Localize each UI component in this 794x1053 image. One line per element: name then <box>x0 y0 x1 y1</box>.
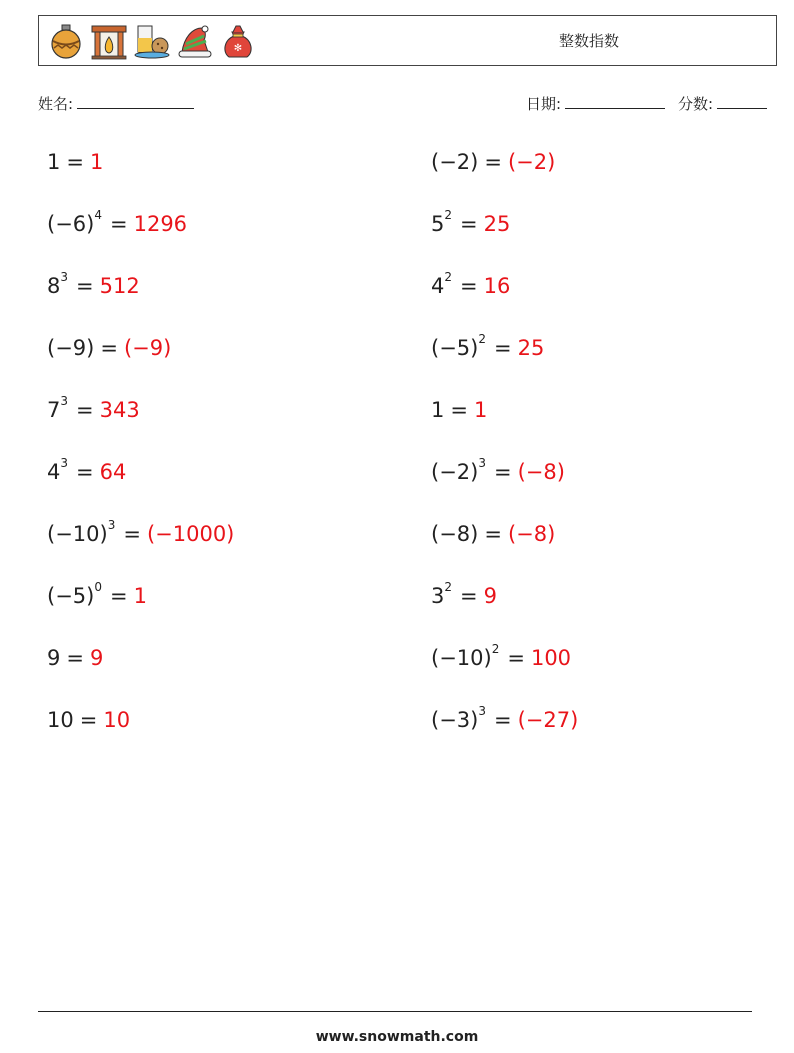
problem-answer: 1 <box>133 584 147 608</box>
problem-item <box>431 580 497 609</box>
problem-base: 1 <box>47 150 61 174</box>
problem-exponent: 4 <box>94 208 102 222</box>
problem-answer: 343 <box>99 398 140 422</box>
name-blank[interactable] <box>77 94 194 109</box>
problem-item <box>47 518 235 547</box>
problem-answer: 25 <box>517 336 545 360</box>
problem-item <box>431 332 545 361</box>
name-label: 姓名: <box>38 95 74 113</box>
problem-base: (−10) <box>431 646 492 670</box>
problem-base: (−2) <box>431 460 479 484</box>
problem-exponent: 3 <box>60 394 69 408</box>
problem-answer: 9 <box>483 584 497 608</box>
problem-base: (−3) <box>431 708 479 732</box>
problem-base: (−2) <box>431 150 479 174</box>
problem-base: 4 <box>47 460 61 484</box>
problem-answer: (−8) <box>507 522 556 546</box>
problem-item <box>431 704 579 733</box>
problem-item <box>431 456 565 485</box>
footer-divider <box>38 1011 752 1012</box>
problem-item <box>47 580 147 609</box>
problem-item <box>47 456 127 485</box>
equals-sign: = <box>460 584 478 608</box>
equals-sign: = <box>100 336 118 360</box>
problem-exponent: 2 <box>444 580 453 594</box>
problem-base: 1 <box>431 398 445 422</box>
problem-item <box>431 642 572 671</box>
problem-answer: 25 <box>483 212 511 236</box>
equals-sign: = <box>450 398 468 422</box>
problem-answer: 1 <box>473 398 488 422</box>
equals-sign: = <box>76 460 94 484</box>
ornament-ball-icon <box>47 22 85 60</box>
equals-sign: = <box>76 274 94 298</box>
problem-answer: 512 <box>99 274 140 298</box>
problem-exponent: 0 <box>94 580 102 594</box>
equals-sign: = <box>66 150 84 174</box>
problem-item <box>47 645 103 671</box>
problem-base: 8 <box>47 274 61 298</box>
problem-answer: 1296 <box>133 212 188 236</box>
problem-base: 9 <box>47 646 61 670</box>
problem-item <box>47 335 171 361</box>
problem-base: 7 <box>47 398 61 422</box>
problem-answer: (−27) <box>517 708 579 732</box>
problem-exponent: 3 <box>60 456 69 470</box>
equals-sign: = <box>123 522 141 546</box>
score-field <box>678 93 767 114</box>
problem-item <box>47 394 140 423</box>
problem-answer: 100 <box>530 646 572 670</box>
score-label: 分数: <box>678 95 714 113</box>
problem-item <box>47 270 140 299</box>
problem-answer: 64 <box>99 460 127 484</box>
problem-base: (−10) <box>47 522 108 546</box>
equals-sign: = <box>493 336 512 360</box>
problem-item <box>431 208 511 237</box>
problem-base: (−9) <box>47 336 95 360</box>
name-field <box>38 93 194 114</box>
problem-base: (−8) <box>431 522 479 546</box>
equals-sign: = <box>460 212 478 236</box>
equals-sign: = <box>109 584 128 608</box>
worksheet-header <box>38 15 777 66</box>
problem-answer: (−8) <box>517 460 565 484</box>
problem-exponent: 2 <box>478 332 486 346</box>
worksheet-title: 整数指数 <box>558 32 619 50</box>
problem-item <box>431 270 511 299</box>
problem-item <box>431 397 487 423</box>
problem-item <box>47 707 130 733</box>
fireplace-icon <box>90 22 128 60</box>
problem-item <box>431 521 555 547</box>
equals-sign: = <box>460 274 478 298</box>
svg-text:✻: ✻ <box>233 43 243 54</box>
date-label: 日期: <box>526 95 562 113</box>
equals-sign: = <box>484 522 502 546</box>
problem-answer: 1 <box>89 150 104 174</box>
problem-base: 5 <box>431 212 445 236</box>
problem-item <box>47 208 188 237</box>
problem-answer: 10 <box>103 708 131 732</box>
problem-answer: 9 <box>89 646 104 670</box>
problem-exponent: 2 <box>444 270 453 284</box>
problem-base: (−5) <box>431 336 479 360</box>
problem-answer: 16 <box>483 274 511 298</box>
problem-item <box>431 149 555 175</box>
problem-base: 4 <box>431 274 445 298</box>
problem-item <box>47 149 103 175</box>
problem-exponent: 3 <box>107 518 116 532</box>
problem-exponent: 3 <box>60 270 69 284</box>
header-icons <box>47 22 257 60</box>
date-blank[interactable] <box>565 94 665 109</box>
problem-exponent: 2 <box>444 208 453 222</box>
problem-base: (−6) <box>47 212 95 236</box>
gift-sack-icon <box>219 22 257 60</box>
problem-exponent: 2 <box>491 642 500 656</box>
problem-base: (−5) <box>47 584 95 608</box>
equals-sign: = <box>507 646 525 670</box>
problem-answer: (−2) <box>507 150 556 174</box>
footer-url: www.snowmath.com <box>315 1029 479 1045</box>
equals-sign: = <box>79 708 98 732</box>
problem-exponent: 3 <box>478 704 486 718</box>
equals-sign: = <box>109 212 128 236</box>
equals-sign: = <box>493 708 512 732</box>
problem-answer: (−1000) <box>146 522 235 546</box>
problem-base: 10 <box>47 708 74 732</box>
milk-cookies-icon <box>133 22 171 60</box>
problem-base: 3 <box>431 584 445 608</box>
problem-answer: (−9) <box>123 336 172 360</box>
score-blank[interactable] <box>717 94 767 109</box>
problem-exponent: 3 <box>478 456 486 470</box>
equals-sign: = <box>66 646 84 670</box>
santa-hat-icon <box>176 22 214 60</box>
date-field <box>526 93 665 114</box>
equals-sign: = <box>76 398 94 422</box>
equals-sign: = <box>484 150 502 174</box>
equals-sign: = <box>493 460 512 484</box>
